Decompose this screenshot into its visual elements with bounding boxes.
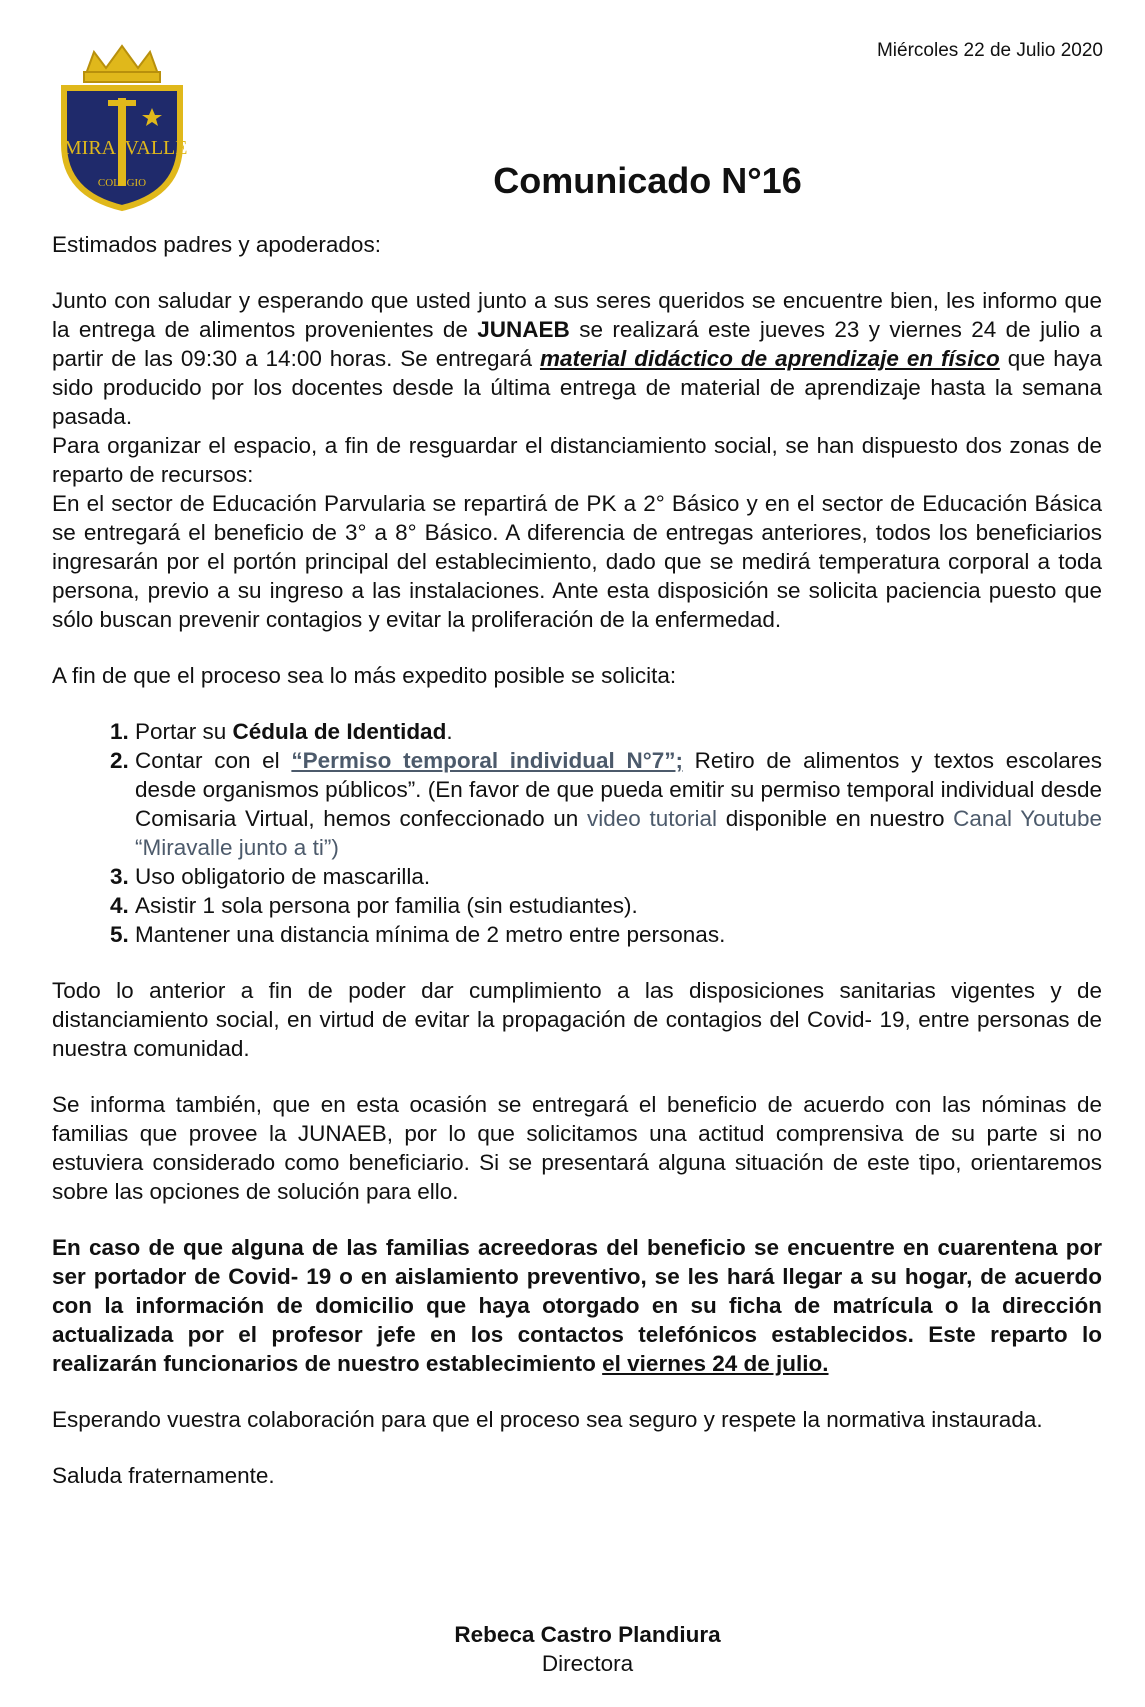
document-date: Miércoles 22 de Julio 2020 [876, 40, 1103, 61]
paragraph-junaeb-list: Se informa también, que en esta ocasión se entregará el beneficio de acuerdo con las nóminas de familias que provee la JUNAEB, por lo que solicitamos una actitud comprensiva de su parte si no estuviera considerado como beneficiario. Si se presentará alguna situación de este tipo, orientaremos sobre las opciones de solución para ello. [52, 1092, 1102, 1204]
signature-block [0, 1620, 1145, 1678]
requirements-list [52, 717, 1102, 949]
permit-link[interactable]: “Permiso temporal individual N°7”; [291, 748, 683, 773]
closing: Saluda fraternamente. [52, 1463, 275, 1488]
logo-text-right: VALLE [124, 137, 188, 159]
signature-role: Directora [541, 1651, 634, 1676]
paragraph-sectors: En el sector de Educación Parvularia se repartirá de PK a 2° Básico y en el sector de Educación Básica se entregará el beneficio de 3° a 8° Básico. A diferencia de entregas anteriores, todos los beneficiarios ingresarán por el portón principal del establecimiento, dado que se medirá temperatura corporal a toda persona, previo a su ingreso a las instalaciones. Ante esta disposición se solicita paciencia puesto que sólo buscan prevenir contagios y evitar la proliferación de la enfermedad. [52, 491, 1102, 632]
crown-icon [86, 46, 158, 74]
video-tutorial-link[interactable]: video tutorial [587, 806, 718, 831]
paragraph-collaboration: Esperando vuestra colaboración para que el proceso sea seguro y respete la normativa instaurada. [52, 1407, 1043, 1432]
youtube-channel-link[interactable]: Canal Youtube “Miravalle junto a ti”) [135, 806, 1102, 860]
logo-text-left: MIRA [63, 137, 117, 159]
document-title: Comunicado N°16 [493, 160, 802, 201]
paragraph-delivery: Junto con saludar y esperando que usted junto a sus seres queridos se encuentre bien, les informo que la entrega de alimentos provenientes de JUNAEB se realizará este jueves 23 y viernes 24 de julio a partir de las 09:30 a 14:00 horas. Se entregará material didáctico de aprendizaje en físico que haya sido producido por los docentes desde la última entrega de material de aprendizaje hasta la semana pasada. [52, 288, 1102, 429]
paragraph-compliance: Todo lo anterior a fin de poder dar cumplimiento a las disposiciones sanitarias vigentes y de distanciamiento social, en virtud de evitar la propagación de contagios del Covid- 19, entre personas de nuestra comunidad. [52, 978, 1102, 1061]
paragraph-requirements-intro: A fin de que el proceso sea lo más expedito posible se solicita: [52, 663, 677, 688]
document-body [52, 230, 1102, 1490]
list-item: 4. Asistir 1 sola persona por familia (sin estudiantes). [135, 891, 1102, 920]
list-item: 1. Portar su Cédula de Identidad. [135, 717, 1102, 746]
paragraph-organization: Para organizar el espacio, a fin de resguardar el distanciamiento social, se han dispuesto dos zonas de reparto de recursos: [52, 433, 1102, 487]
list-item: 5. Mantener una distancia mínima de 2 metro entre personas. [135, 920, 1102, 949]
signature-name: Rebeca Castro Plandiura [454, 1622, 721, 1647]
list-item: 2. Contar con el “Permiso temporal individual N°7”; Retiro de alimentos y textos escolares desde organismos públicos”. (En favor de que pueda emitir su permiso temporal individual desde Comisaria Virtual, hemos confeccionado un video tutorial disponible en nuestro Canal Youtube “Miravalle junto a ti”) [135, 746, 1102, 862]
logo-subtext: COLEGIO [97, 177, 147, 189]
list-item: 3. Uso obligatorio de mascarilla. [135, 862, 1102, 891]
paragraph-quarantine: En caso de que alguna de las familias acreedoras del beneficio se encuentre en cuarentena por ser portador de Covid- 19 o en aislamiento preventivo, se les hará llegar a su hogar, de acuerdo con la información de domicilio que haya otorgado en su ficha de matrícula o la dirección actualizada por el profesor jefe en los contactos telefónicos establecidos. Este reparto lo realizarán funcionarios de nuestro establecimiento el viernes 24 de julio. [52, 1235, 1102, 1376]
greeting: Estimados padres y apoderados: [52, 232, 381, 257]
